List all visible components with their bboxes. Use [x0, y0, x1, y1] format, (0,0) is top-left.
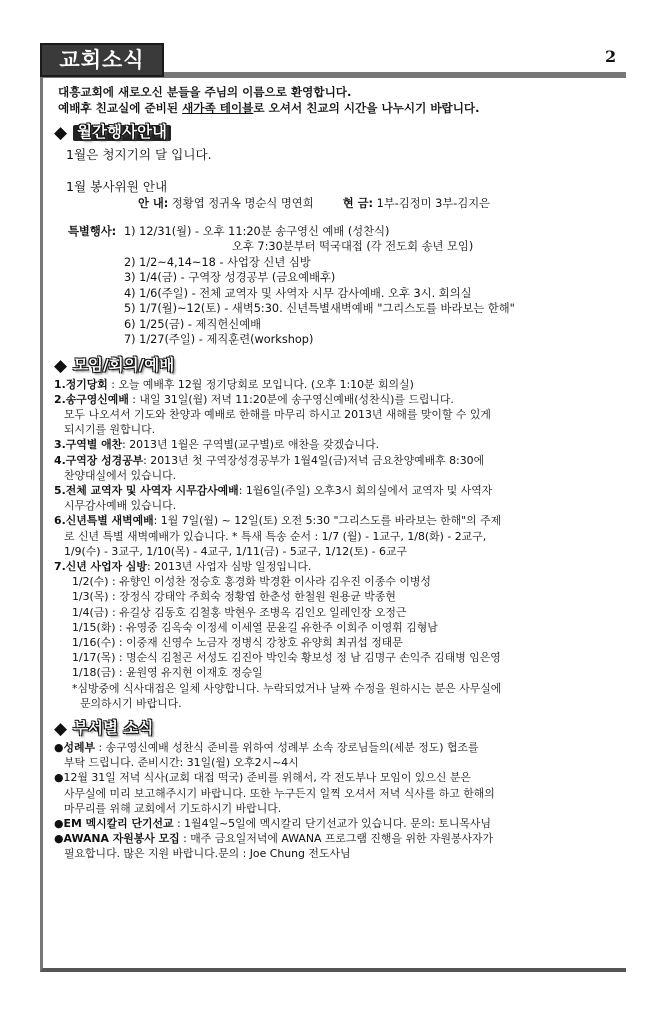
meeting-item	[54, 453, 620, 483]
meeting-label: 1.정기당회	[54, 377, 108, 391]
department-item	[54, 740, 620, 770]
meeting-text: : 내일 31일(월) 저녁 11:20분에 송구영신예배(성찬식)를 드립니다.	[128, 392, 454, 406]
stewardship-month: 1월은 청지기의 달 입니다.	[66, 147, 212, 162]
department-label: ●성례부	[54, 740, 96, 754]
meeting-text-cont: 1/9(수) - 3교구, 1/10(목) - 4교구, 1/11(금) - 5교구, 1/12(토) - 6교구	[64, 544, 408, 558]
welcome-line-2	[58, 100, 620, 116]
meeting-label: 7.신년 사업자 심방	[54, 559, 147, 573]
diamond-icon: ◆	[54, 123, 68, 143]
guide-label: 안 내:	[138, 197, 169, 210]
schedule-row: 1/4(금) : 유길상 김동호 김철홍 박현우 조병옥 김인오 일레인장 오정근	[72, 605, 407, 619]
meeting-text: : 2013년 1월은 구역별(교구별)로 애찬을 갖겠습니다.	[122, 438, 380, 452]
page-title: 교회소식	[40, 43, 164, 77]
meetings-title: 모임/회의/예배	[73, 355, 175, 374]
department-text: 12월 31일 저녁 식사(교회 대접 떡국) 준비를 위해서, 각 전도부나 모임이 있으신 분은	[63, 771, 471, 785]
offering-value: 1부-김정미 3부-김지은	[376, 197, 491, 210]
schedule-row: 1/18(금) : 윤원영 유지현 이재호 정승일	[72, 666, 263, 680]
event-item: 4) 1/6(주일) - 전체 교역자 및 사역자 시무 감사예배. 오후 3시. 회의실	[124, 286, 472, 300]
diamond-icon: ◆	[54, 718, 68, 739]
page-number: 2	[605, 47, 617, 66]
welcome-message	[54, 84, 620, 116]
department-text: : 매주 금요일저녁에 AWANA 프로그램 진행을 위한 자원봉사자가	[179, 832, 494, 846]
volunteer-heading: 1월 봉사위원 안내	[66, 179, 168, 194]
meeting-item	[54, 437, 620, 452]
event-item: 3) 1/4(금) - 구역장 성경공부 (금요예배후)	[124, 271, 336, 284]
department-text-cont: 부탁 드립니다. 준비시간: 31일(월) 오후2시~4시	[64, 756, 299, 770]
department-label: ●EM 멕시칼리 단기선교	[54, 816, 174, 830]
schedule-row: 1/17(목) : 명순식 김철곤 서성도 김진아 박인숙 황보성 정 남 김명구 손익주 김태병 임은영	[72, 651, 501, 665]
meeting-text-cont: 되시기를 원합니다.	[64, 423, 156, 437]
department-item	[54, 770, 620, 816]
meeting-text-cont: 모두 나오셔서 기도와 찬양과 예배로 한해를 마무리 하시고 2013년 새해를 맞이할 수 있게	[64, 407, 491, 421]
schedule-row: 1/15(화) : 유영중 김옥숙 이정세 이세열 문윤길 유한주 이희주 이영휘 김형남	[72, 620, 438, 634]
meeting-item	[54, 483, 620, 513]
departments-heading	[54, 718, 620, 740]
department-text: : 송구영신예배 성찬식 준비를 위하여 성례부 소속 장로님들의(세분 정도) 협조를	[95, 740, 479, 754]
meetings-heading	[54, 355, 620, 377]
visitation-schedule	[54, 574, 620, 711]
department-text: : 1월4일~5일에 멕시칼리 단기선교가 있습니다. 문의: 토니목사님	[173, 816, 491, 830]
meeting-item	[54, 559, 620, 574]
bulletin-content	[54, 84, 620, 862]
new-family-table: 새가족 테이블	[182, 101, 254, 115]
meeting-label: 4.구역장 성경공부	[54, 453, 144, 467]
meeting-text: : 오늘 예배후 12월 정기당회로 모입니다. (오후 1:10분 회의실)	[107, 377, 414, 391]
meeting-text: : 2013년 첫 구역장성경공부가 1월4일(금)저녁 금요찬양예배후 8:30에	[143, 453, 485, 467]
welcome-line-2-pre: 예배후 친교실에 준비된	[58, 101, 183, 115]
event-item: 오후 7:30분부터 떡국대접 (각 전도회 송년 모임)	[232, 240, 474, 253]
meeting-item	[54, 513, 620, 559]
volunteer-row	[54, 196, 620, 212]
event-item: 1) 12/31(월) - 오후 11:20분 송구영신 예배 (성찬식)	[124, 224, 390, 238]
special-events-list	[120, 224, 620, 348]
meeting-label: 5.전체 교역자 및 사역자 시무감사예배	[54, 483, 239, 497]
meeting-text-cont: 시무감사예배 있습니다.	[64, 499, 177, 513]
meeting-item	[54, 377, 620, 392]
welcome-line-1: 대흥교회에 새로오신 분들을 주님의 이름으로 환영합니다.	[58, 85, 352, 99]
special-events-label: 특별행사:	[68, 224, 117, 238]
department-label: ●AWANA 자원봉사 모집	[54, 832, 180, 846]
schedule-note: *심방중에 식사대접은 일체 사양합니다. 누락되었거나 날짜 수정을 원하시는 분은 사무실에	[72, 681, 502, 695]
meeting-text-cont: 로 신년 특별 새벽예배가 있습니다. * 특새 특송 순서 : 1/7 (월) - 1교구, 1/8(화) - 2교구,	[64, 529, 487, 543]
meeting-label: 2.송구영신예배	[54, 392, 129, 406]
meeting-text: : 1월 7일(월) ~ 12일(토) 오전 5:30 "그리스도를 바라보는 한해"의 주제	[153, 514, 502, 528]
monthly-events-heading	[54, 122, 620, 144]
meetings-list	[54, 377, 620, 711]
meeting-text: : 1월6일(주일) 오후3시 회의실에서 교역자 및 사역자	[238, 483, 493, 497]
schedule-row: 1/16(수) : 이중재 신영수 노금자 정병식 강창호 유양희 최귀섭 정태문	[72, 635, 403, 649]
event-item: 2) 1/2~4,14~18 - 사업장 신년 심방	[124, 255, 311, 269]
schedule-note-cont: 문의하시기 바랍니다.	[80, 696, 182, 710]
welcome-line-2-post: 로 오셔서 친교의 시간을 나누시기 바랍니다.	[253, 101, 480, 115]
department-item	[54, 816, 620, 831]
departments-title: 부서별 소식	[73, 719, 154, 738]
offering-label: 현 금:	[342, 197, 374, 210]
department-text-cont: 마무리를 위해 교회에서 기도하시기 바랍니다.	[64, 801, 282, 815]
departments-list	[54, 740, 620, 862]
meeting-text-cont: 찬양대실에서 있습니다.	[64, 468, 177, 482]
meeting-text: : 2013년 사업자 심방 일정입니다.	[146, 559, 312, 573]
event-item: 5) 1/7(월)~12(토) - 새벽5:30. 신년특별새벽예배 "그리스도를 바라보는 한해"	[124, 302, 515, 315]
schedule-row: 1/3(목) : 장정식 강태악 주희숙 정황엽 한춘성 한철원 원용균 박종현	[72, 590, 396, 604]
event-item: 6) 1/25(금) - 제직헌신예배	[124, 317, 262, 331]
event-item: 7) 1/27(주일) - 제직훈련(workshop)	[124, 333, 314, 346]
meeting-label: 3.구역별 애찬	[54, 438, 123, 452]
department-text-cont: 사무실에 미리 보고해주시기 바랍니다. 또한 누구든지 일찍 오셔서 저녁 식사를 하고 한해의	[64, 786, 495, 800]
special-events	[54, 224, 620, 348]
diamond-icon: ◆	[54, 355, 68, 376]
department-item	[54, 831, 620, 861]
meeting-item	[54, 392, 620, 438]
schedule-row: 1/2(수) : 유향인 이성찬 정승호 홍경화 박경환 이사라 김우진 이종수 이병성	[72, 575, 431, 589]
monthly-events-title: 월간행사안내	[73, 125, 171, 141]
department-text-cont: 필요합니다. 많은 지원 바랍니다.문의 : Joe Chung 전도사님	[64, 847, 351, 861]
guide-value: 정황엽 정귀옥 명순식 명연희	[171, 197, 314, 210]
department-label: ●	[54, 771, 64, 785]
meeting-label: 6.신년특별 새벽예배	[54, 514, 154, 528]
